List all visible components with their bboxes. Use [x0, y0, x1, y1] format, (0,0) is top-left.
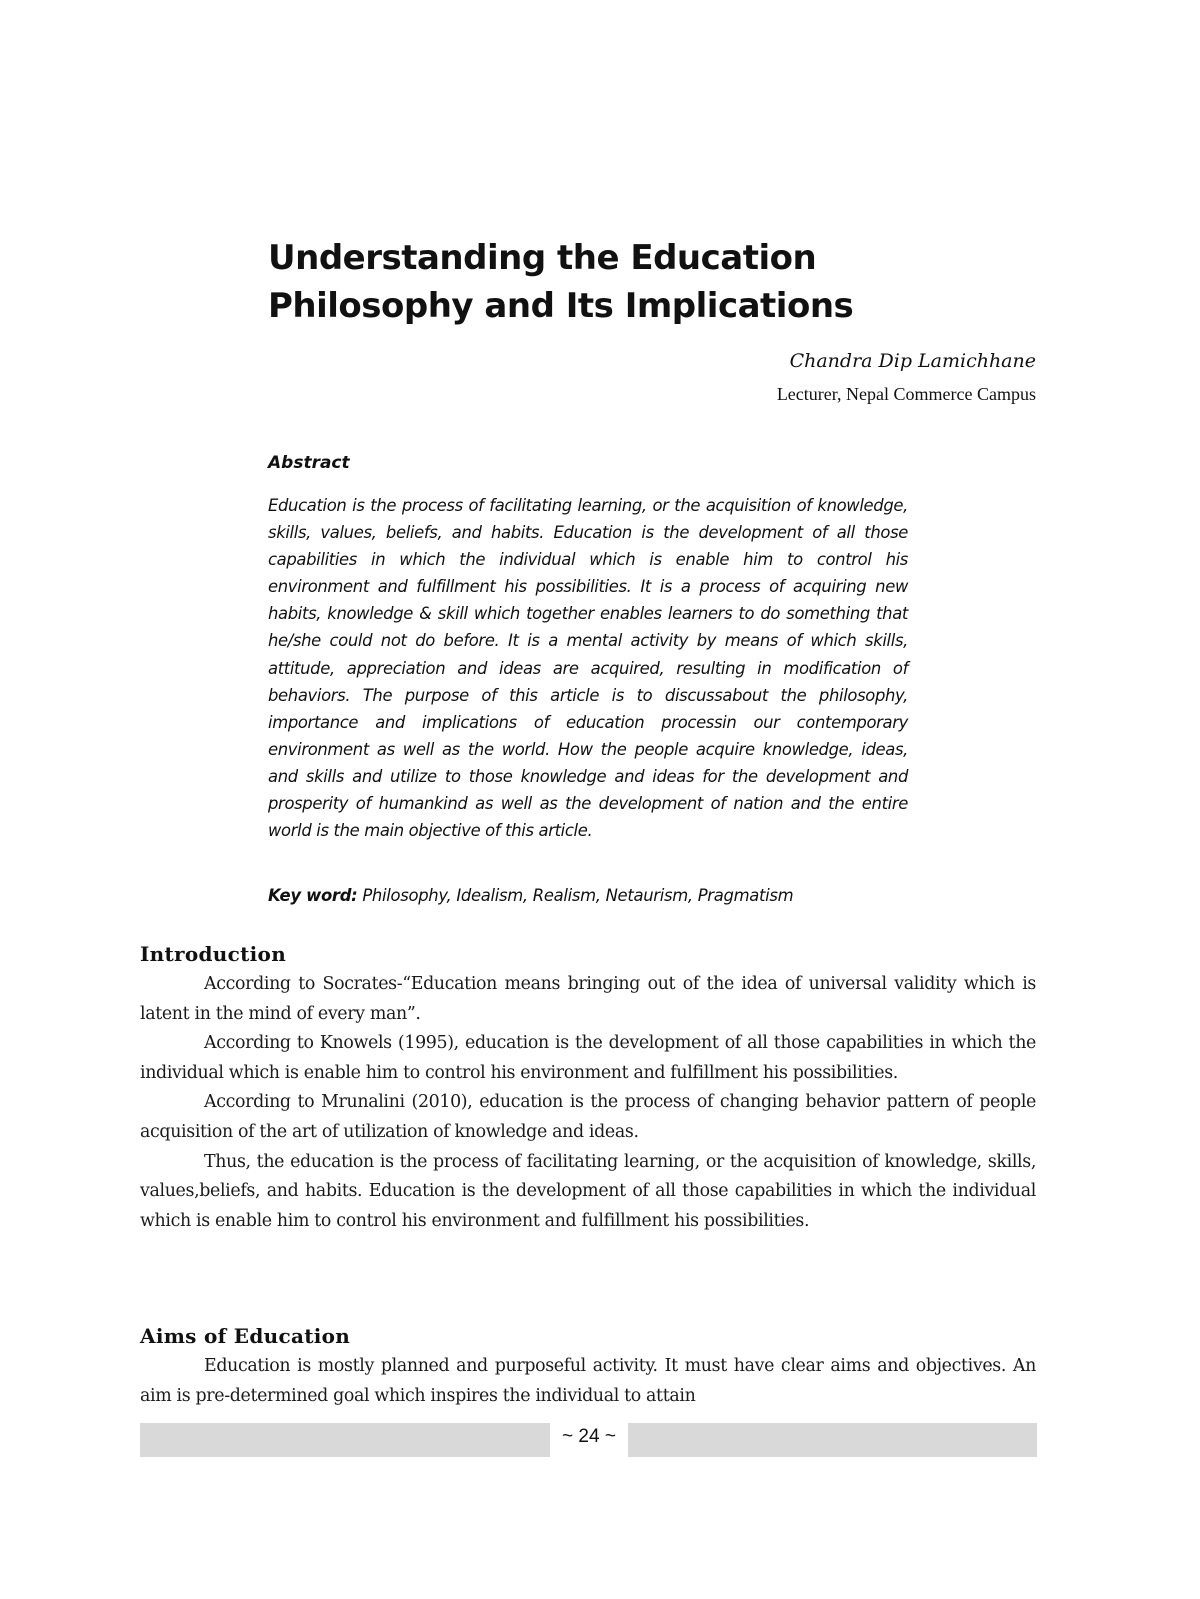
paragraph: According to Mrunalini (2010), education is the process of changing behavior pattern of people acquisition of the art of utilization of knowledge and ideas. [140, 1092, 1036, 1142]
keywords-label: Key word: [268, 886, 358, 905]
aims-body [140, 1352, 1036, 1411]
paragraph: According to Knowels (1995), education is the development of all those capabilities in which the individual which is enable him to control his environment and fulfillment his possibilities. [140, 1033, 1036, 1083]
article-title-line-2: Philosophy and Its Implications [268, 286, 854, 326]
introduction-body [140, 970, 1036, 1236]
article-title [268, 234, 1048, 330]
paragraph: Thus, the education is the process of facilitating learning, or the acquisition of knowledge, skills, values,beliefs, and habits. Education is the development of all those capabilities in which the individual which is enable him to control his environment and fulfillment his possibilities. [140, 1151, 1036, 1231]
paragraph: According to Socrates-“Education means bringing out of the idea of universal validity which is latent in the mind of every man”. [140, 974, 1036, 1024]
page-number: ~ 24 ~ [562, 1426, 616, 1447]
author-name: Chandra Dip Lamichhane [789, 350, 1036, 372]
abstract-heading: Abstract [268, 453, 350, 473]
abstract-body: Education is the process of facilitating learning, or the acquisition of knowledge, skills, values, beliefs, and habits. Education is the development of all those capabilities in which the individual which is enable him to control his environment and fulfillment his possibilities. It is a process of acquiring new habits, knowledge & skill which together enables learners to do something that he/she could not do before. It is a mental activity by means of which skills, attitude, appreciation and ideas are acquired, resulting in modification of behaviors. The purpose of this article is to discussabout the philosophy, importance and implications of education processin our contemporary environment as well as the world. How the people acquire knowledge, ideas, and skills and utilize to those knowledge and ideas for the development and prosperity of humankind as well as the development of nation and the entire world is the main objective of this article. [268, 496, 908, 841]
keywords-line [268, 886, 968, 905]
introduction-heading: Introduction [140, 942, 287, 966]
paragraph: Education is mostly planned and purposeful activity. It must have clear aims and objectives. An aim is pre-determined goal which inspires the individual to attain [140, 1356, 1036, 1406]
author-affiliation: Lecturer, Nepal Commerce Campus [776, 384, 1036, 404]
aims-heading: Aims of Education [140, 1324, 351, 1348]
article-title-line-1: Understanding the Education [268, 238, 817, 278]
keywords-list: Philosophy, Idealism, Realism, Netaurism, Pragmatism [362, 886, 794, 905]
footer-bar-left [140, 1423, 550, 1457]
footer-bar-right [628, 1423, 1037, 1457]
